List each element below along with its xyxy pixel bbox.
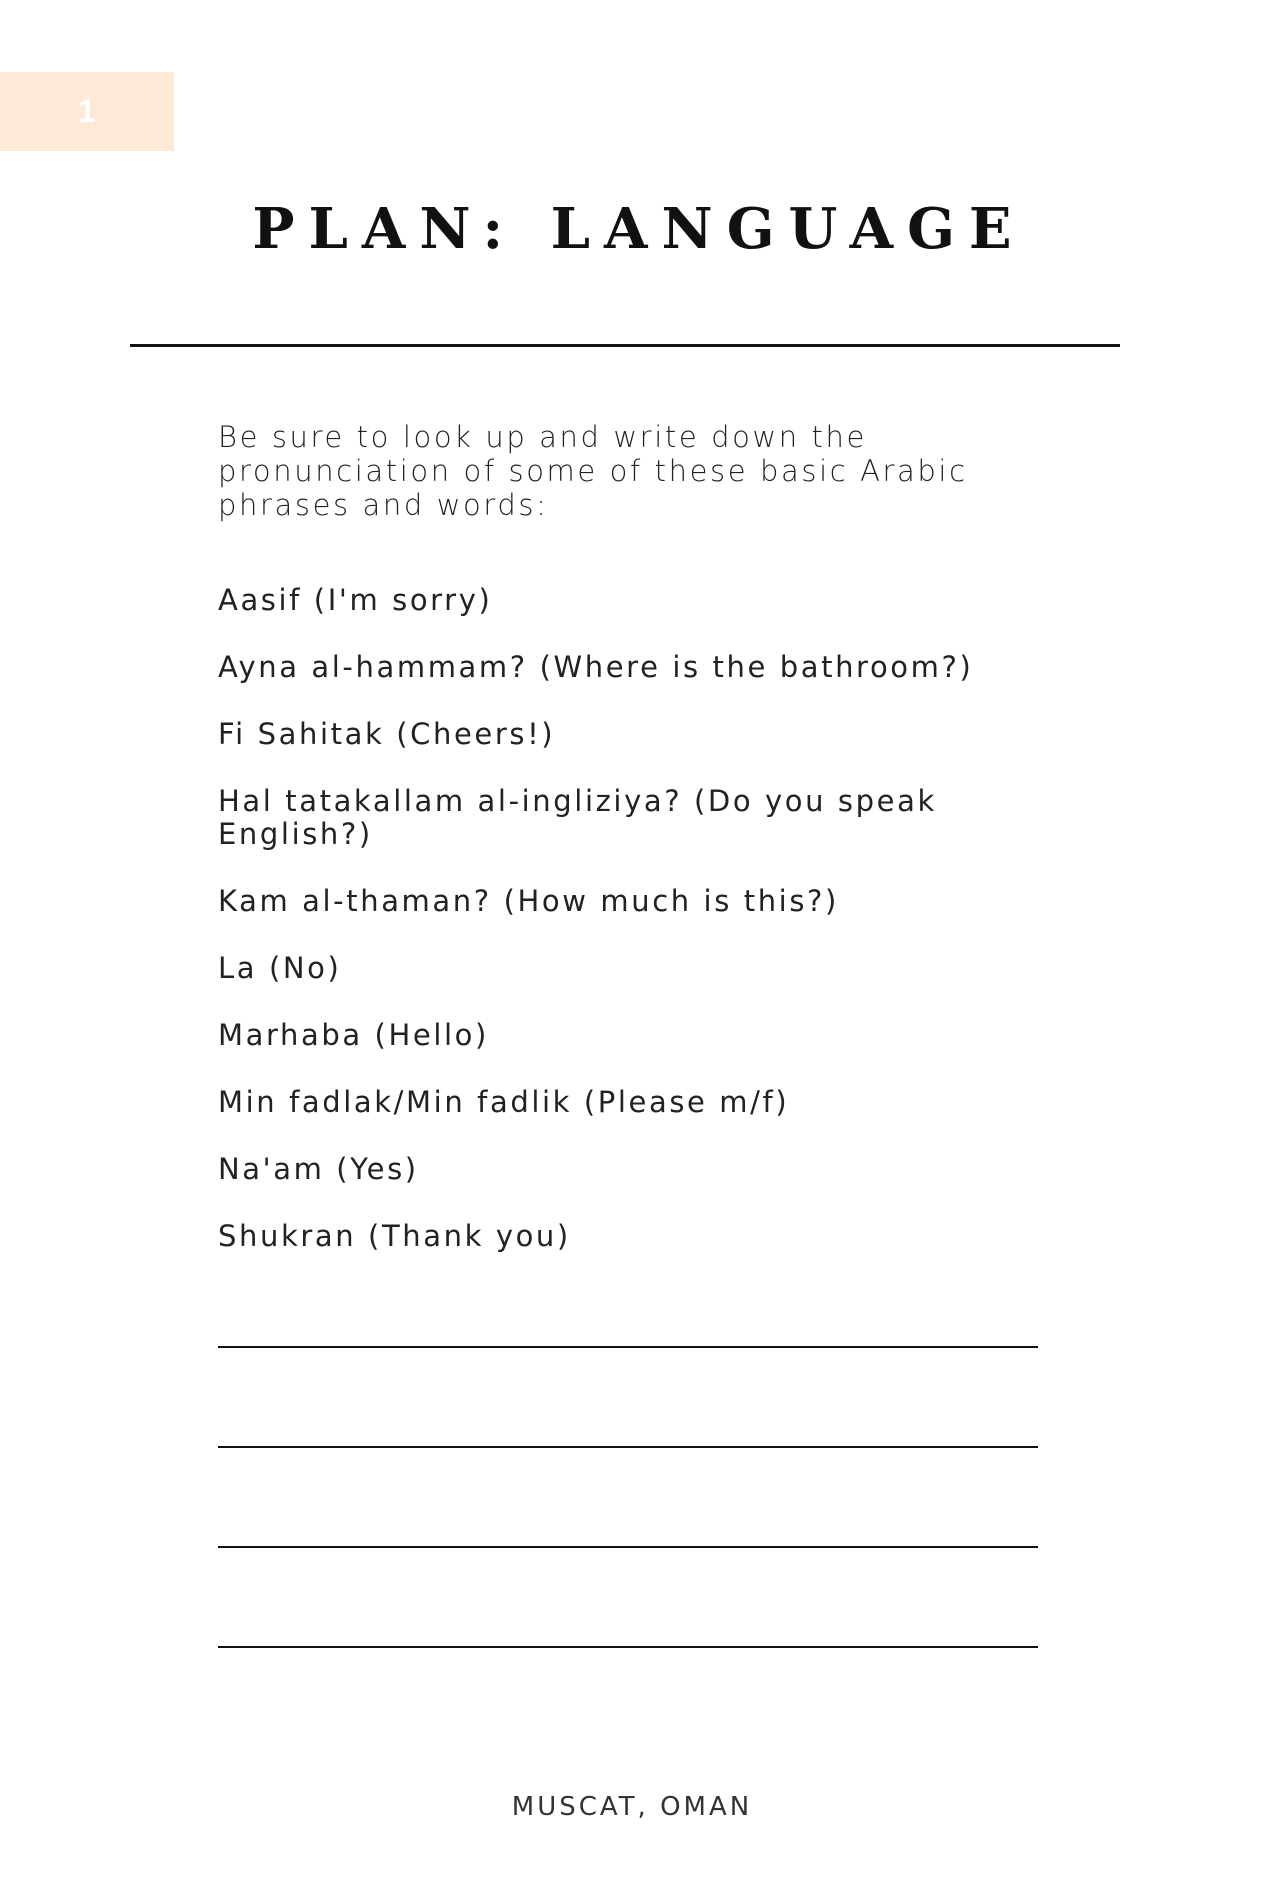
writing-line xyxy=(218,1346,1038,1348)
title-divider xyxy=(130,344,1120,347)
phrase-item: Kam al-thaman? (How much is this?) xyxy=(218,884,839,918)
writing-line xyxy=(218,1646,1038,1648)
page-number-badge xyxy=(0,72,174,151)
phrase-item: Aasif (I'm sorry) xyxy=(218,583,493,617)
phrase-item: Na'am (Yes) xyxy=(218,1152,419,1186)
phrase-item: Fi Sahitak (Cheers!) xyxy=(218,717,556,751)
writing-line xyxy=(218,1446,1038,1448)
phrase-item: La (No) xyxy=(218,951,342,985)
page-number: 1 xyxy=(78,93,96,129)
phrase-item: Shukran (Thank you) xyxy=(218,1219,571,1253)
phrase-item: Ayna al-hammam? (Where is the bathroom?) xyxy=(218,650,974,684)
footer-location: MUSCAT, OMAN xyxy=(511,1792,753,1822)
phrase-item: Hal tatakallam al-ingliziya? (Do you speak English?) xyxy=(218,784,937,851)
intro-text: Be sure to look up and write down the pronunciation of some of these basic Arabic phrases and words: xyxy=(218,420,968,522)
phrase-item: Min fadlak/Min fadlik (Please m/f) xyxy=(218,1085,790,1119)
page-title: PLAN: LANGUAGE xyxy=(252,196,1026,262)
writing-line xyxy=(218,1546,1038,1548)
phrase-item: Marhaba (Hello) xyxy=(218,1018,489,1052)
phrase-list xyxy=(218,584,1078,1287)
